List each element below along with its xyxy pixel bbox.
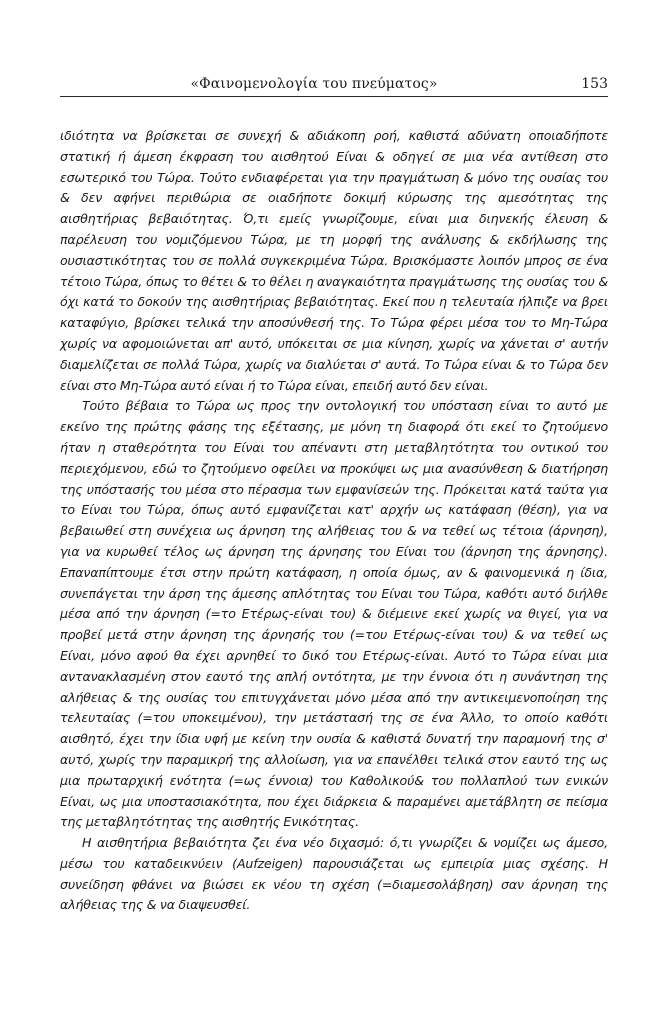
paragraph: Τούτο βέβαια το Τώρα ως προς την οντολογική του υπόσταση είναι το αυτό με εκείνο της πρώτης φάσης της εξέτασης, με μόνη τη διαφορά ότι εκεί το ζητούμενο ήταν η σταθερότητα του Είναι του απέναντι στη μεταβλητότητα του οντικού του περιεχόμενου, εδώ το ζητούμενο οφείλει να προκύψει ως μια ανασύνθεση & διατήρηση της υπόστασής του μέσα στο πέρασμα των εμφανίσεών της. Πρόκειται κατά ταύτα για το Είναι του Τώρα, όπως αυτό εμφανίζεται κατ' αρχήν ως κατάφαση (θέση), για να βεβαιωθεί στη συνέχεια ως άρνηση της αλήθειας του & να τεθεί ως τέτοια (άρνηση), για να κυρωθεί τέλος ως άρνηση της άρνησης του Είναι του (άρνηση της άρνησης). Επαναπίπτουμε έτσι στην πρώτη κατάφαση, η οποία όμως, αν & φαινομενικά η ίδια, συνεπάγεται την άρση της άμεσης απλότητας του Είναι του Τώρα, καθότι αυτό διήλθε μέσα από την άρνηση (=το Ετέρως-είναι του) & διέμεινε εκεί χωρίς να θιγεί, για να προβεί μετά στην άρνηση της άρνησής του (=του Ετέρως-είναι του) & να τεθεί ως Είναι, μόνο αφού θα έχει αρνηθεί το δικό του Ετέρως-είναι. Αυτό το Τώρα είναι μια αντανακλασμένη στον εαυτό της απλή οντότητα, με την έννοια ότι η συνάντηση της αλήθειας & της ουσίας του επιτυγχάνεται μόνο μέσα από την αντικειμενοποίηση της τελευταίας (=του υποκειμένου), την μετάστασή της σε ένα Άλλο, το οποίο καθότι αισθητό, έχει την ίδια υφή με κείνη την ουσία & καθιστά δυνατή την παραμονή της σ' αυτό, χωρίς την παραμικρή της αλλοίωση, για να επανέλθει τελικά στον εαυτό της ως μια πρωταρχική ενότητα (=ως έννοια) του Καθολικού& του πολλαπλού των ενικών Είναι, ως μια υποστασιακότητα, που έχει διάρκεια & παραμένει αμετάβλητη σε πείσμα της μεταβλητότητας της αισθητής Ενικότητας.	[60, 398, 608, 830]
paragraph-continuation: ιδιότητα να βρίσκεται σε συνεχή & αδιάκοπη ροή, καθιστά αδύνατη οποιαδήποτε στατική ή άμεση έκφραση του αισθητού Είναι & οδηγεί σε μια νέα αντίθεση στο εσωτερικό του Τώρα. Τούτο ενδιαφέρεται για την πραγμάτωση & μόνο της ουσίας του & δεν αφήνει περιθώρια σε οιαδήποτε δοκιμή κύρωσης της αμεσότητας της αισθητήριας βεβαιότητας. Ό,τι εμείς γνωρίζουμε, είναι μια διηνεκής έλευση & παρέλευση του νομιζόμενου Τώρα, με τη μορφή της ανάλυσης & εκδήλωσης της ουσιαστικότητας του σε πολλά συγκεκριμένα Τώρα. Βρισκόμαστε λοιπόν μπρος σε ένα τέτοιο Τώρα, όπως το θέτει & το θέλει η αναγκαιότητα πραγμάτωσης της ουσίας του & όχι κατά το δοκούν της αισθητήριας βεβαιότητας. Εκεί που η τελευταία ήλπιζε να βρει καταφύγιο, βρίσκει τελικά την αποσύνθεσή της. Το Τώρα φέρει μέσα του το Μη-Τώρα χωρίς να αφομοιώνεται απ' αυτό, υπόκειται σε μια κίνηση, χωρίς να χάνεται σ' αυτήν διαμελίζεται σε πολλά Τώρα, χωρίς να διαλύεται σ' αυτά. Το Τώρα είναι & το Τώρα δεν είναι στο Μη-Τώρα αυτό είναι ή το Τώρα είναι, επειδή αυτό δεν είναι.	[60, 128, 608, 393]
running-title: «Φαινομενολογία του πνεύματος»	[190, 76, 438, 92]
header-rule	[60, 96, 608, 97]
page-header	[60, 74, 608, 98]
page-number: 153	[581, 76, 608, 92]
body-text	[60, 126, 608, 916]
paragraph: Η αισθητήρια βεβαιότητα ζει ένα νέο διχασμό: ό,τι γνωρίζει & νομίζει ως άμεσο, μέσω του καταδεικνύειν (Aufzeigen) παρουσιάζεται ως εμπειρία μιας σχέσης. Η συνείδηση φθάνει να βιώσει εκ νέου τη σχέση (=διαμεσολάβηση) σαν άρνηση της αλήθειας της & να διαψευσθεί.	[60, 835, 608, 913]
